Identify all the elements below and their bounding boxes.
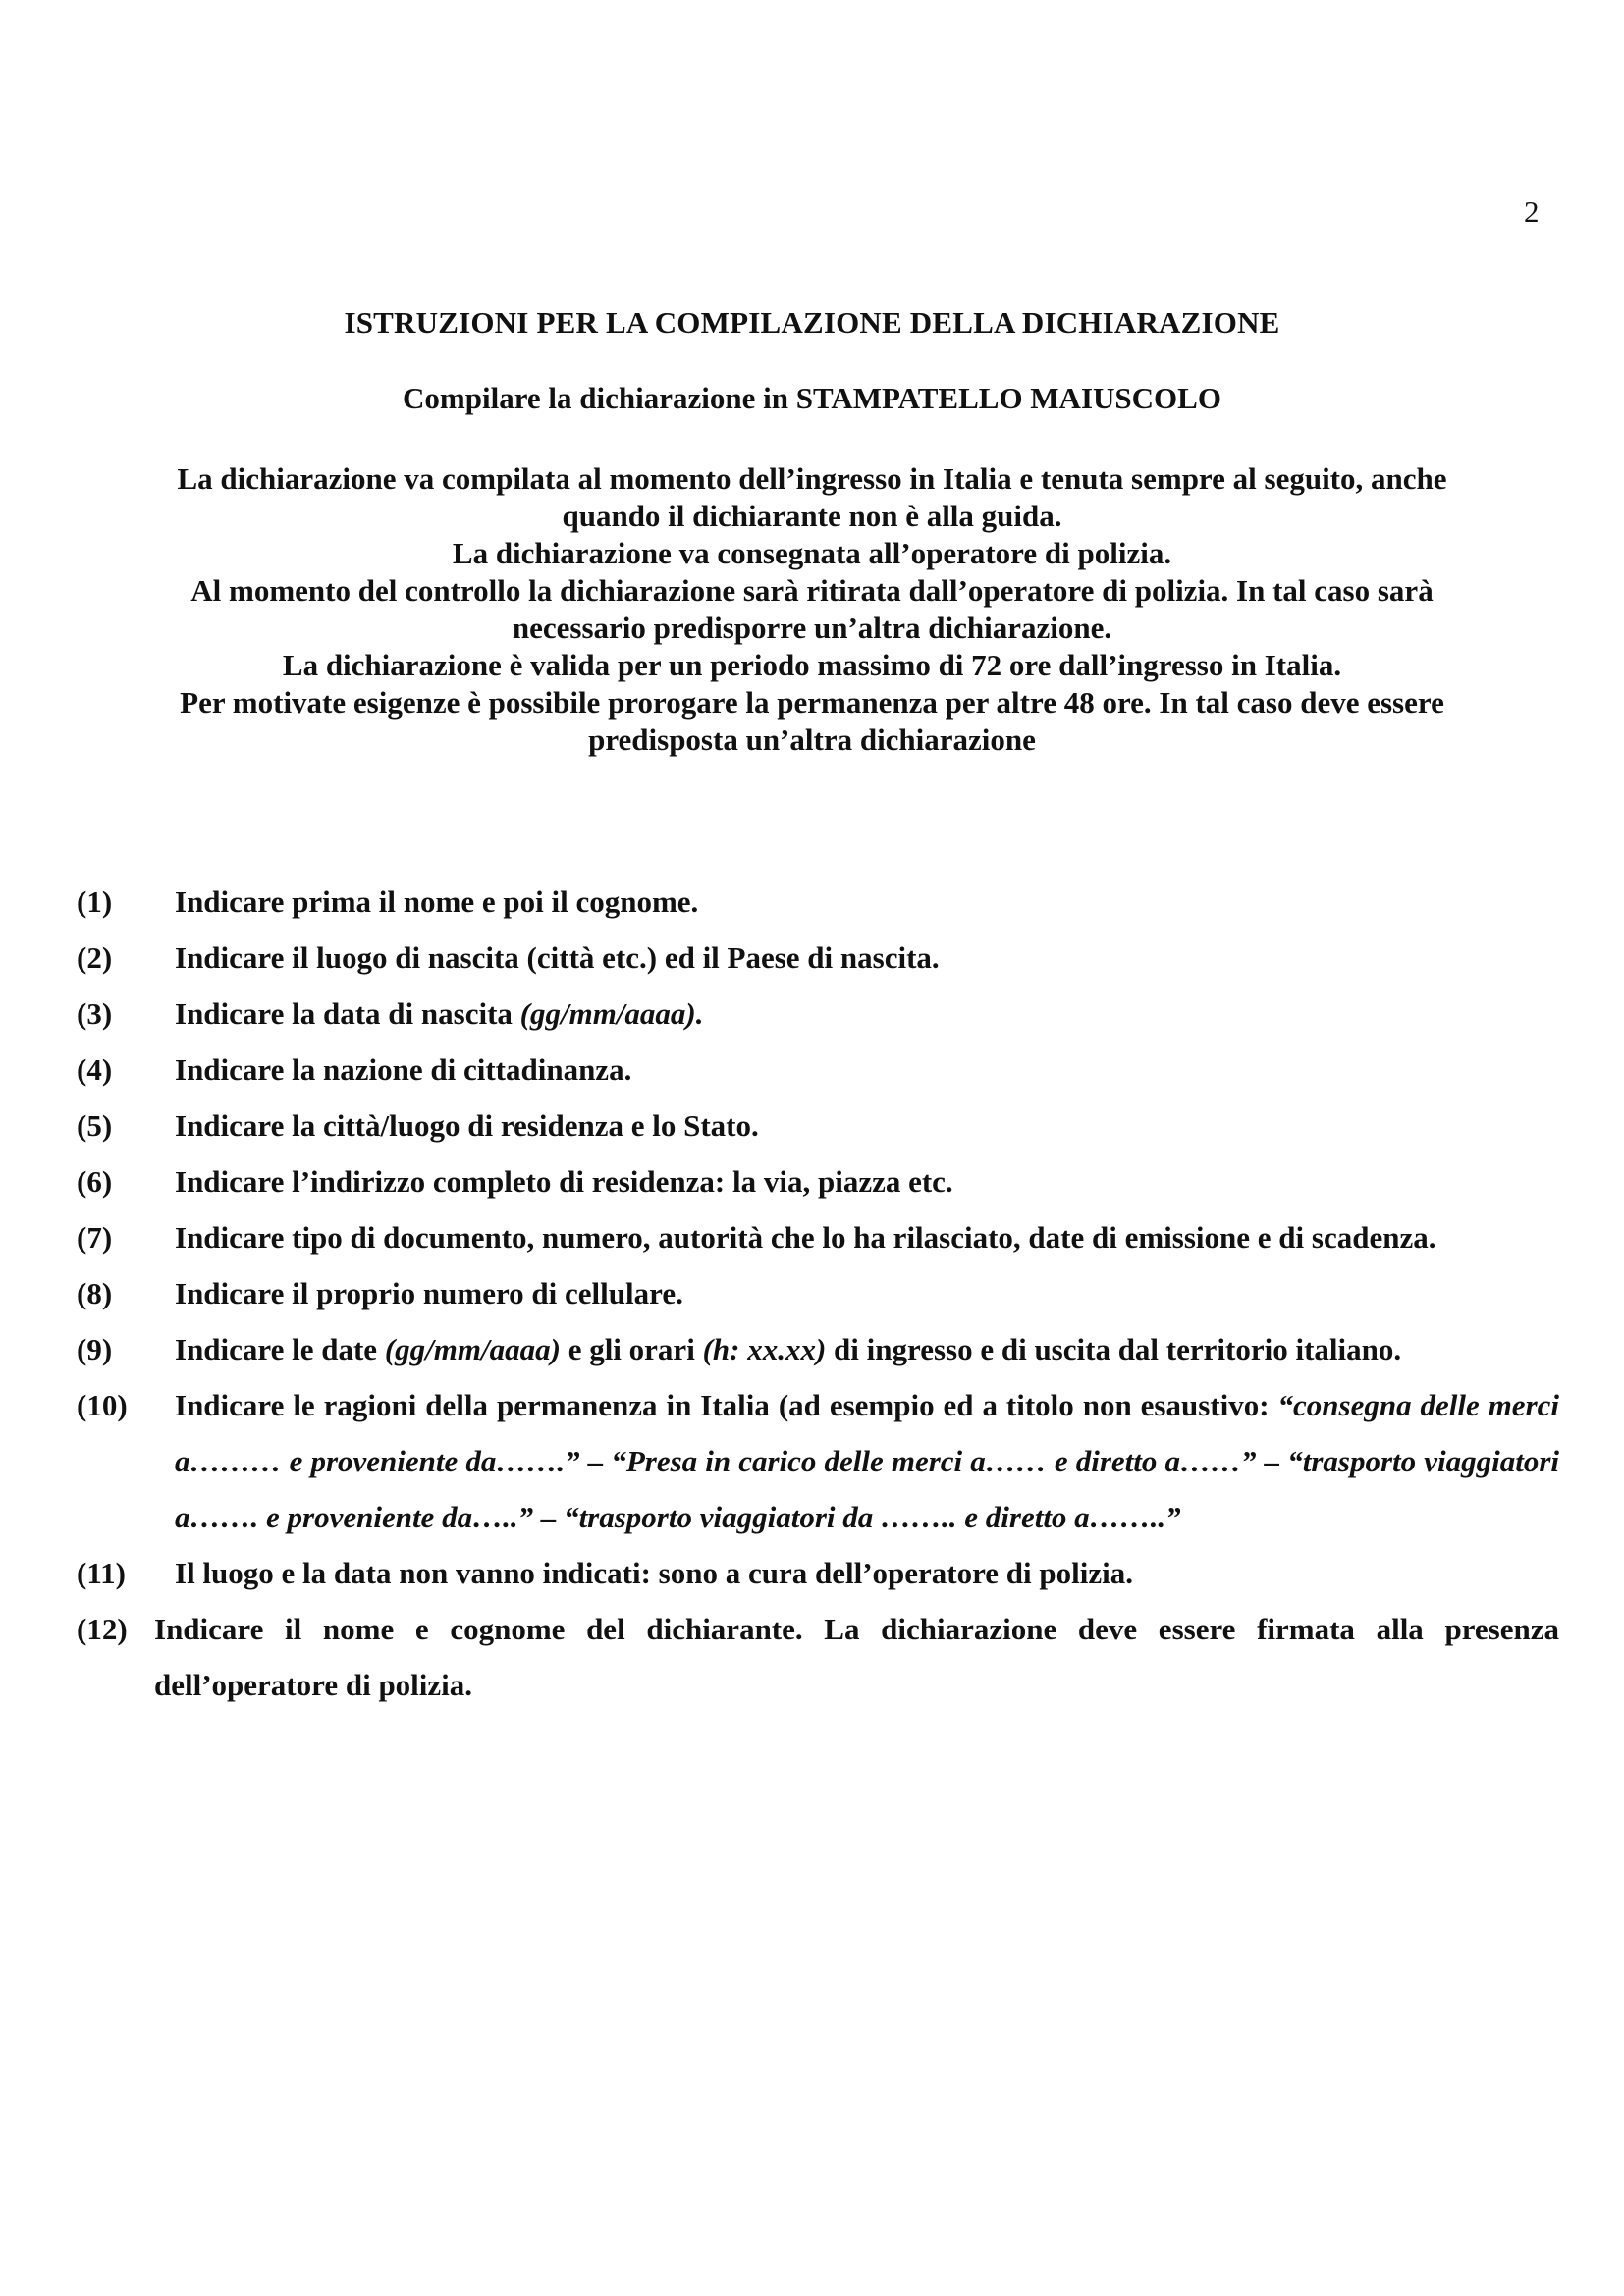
intro-line: La dichiarazione è valida per un periodo massimo di 72 ore dall’ingresso in Italia.	[282, 648, 1342, 682]
item-number: (6)	[77, 1164, 113, 1199]
item-text: Indicare l’indirizzo completo di residenza: la via, piazza etc.	[175, 1164, 953, 1199]
item-text-part: Indicare la data di nascita	[175, 996, 520, 1031]
item-number: (2)	[77, 940, 113, 975]
item-number: (3)	[77, 996, 113, 1031]
item-text: Il luogo e la data non vanno indicati: sono a cura dell’operatore di polizia.	[175, 1556, 1134, 1590]
intro-line: necessario predisporre un’altra dichiarazione.	[512, 611, 1112, 645]
item-number: (11)	[77, 1556, 126, 1590]
list-item	[77, 930, 1559, 986]
item-number: (12)	[77, 1612, 128, 1646]
item-text	[175, 1377, 1559, 1545]
item-text: Indicare tipo di documento, numero, autorità che lo ha rilasciato, date di emissione e di scadenza.	[175, 1220, 1436, 1255]
list-item	[77, 1377, 1559, 1545]
item-number: (10)	[77, 1388, 128, 1422]
intro-line: La dichiarazione va compilata al momento dell’ingresso in Italia e tenuta sempre al seguito, anche	[177, 461, 1447, 496]
list-item	[77, 1545, 1559, 1601]
list-item	[77, 1097, 1559, 1153]
page-number: 2	[1524, 194, 1540, 229]
item-text-italic: (gg/mm/aaaa)	[384, 1332, 561, 1366]
item-number: (4)	[77, 1052, 113, 1087]
item-text-part: Indicare le ragioni della permanenza in Italia (ad esempio ed a titolo non esaustivo:	[175, 1388, 1278, 1422]
item-text-italic: (gg/mm/aaaa).	[519, 996, 704, 1031]
intro-line: quando il dichiarante non è alla guida.	[562, 499, 1062, 533]
item-text: Indicare la città/luogo di residenza e lo Stato.	[175, 1108, 759, 1143]
item-number: (7)	[77, 1220, 113, 1255]
list-item	[77, 986, 1559, 1041]
item-number: (5)	[77, 1108, 113, 1143]
item-text: Indicare il nome e cognome del dichiarante. La dichiarazione deve essere firmata alla presenza dell’operatore di polizia.	[154, 1612, 1559, 1702]
list-item	[77, 1041, 1559, 1097]
item-number: (1)	[77, 884, 113, 919]
list-item	[77, 1321, 1559, 1377]
list-item	[77, 1209, 1559, 1265]
item-number: (8)	[77, 1276, 113, 1310]
intro-line: predisposta un’altra dichiarazione	[588, 722, 1036, 757]
list-item	[77, 1265, 1559, 1321]
intro-line: La dichiarazione va consegnata all’operatore di polizia.	[452, 536, 1172, 570]
item-text: Indicare la nazione di cittadinanza.	[175, 1052, 632, 1087]
instructions-list	[77, 874, 1559, 1713]
list-item	[77, 1601, 1559, 1713]
item-text	[175, 1321, 1559, 1377]
document-subtitle: Compilare la dichiarazione in STAMPATELLO MAIUSCOLO	[403, 381, 1221, 415]
item-text-italic: (h: xx.xx)	[702, 1332, 827, 1366]
intro-paragraph	[98, 460, 1526, 759]
item-text: Indicare prima il nome e poi il cognome.	[175, 884, 699, 919]
item-text	[175, 986, 1559, 1041]
item-text: Indicare il proprio numero di cellulare.	[175, 1276, 683, 1310]
item-text-italic: “consegna delle merci a……… e proveniente da…….” – “Presa in carico delle merci a…… e diretto a……” – “trasporto viaggiatori a……. e proveniente da…..” – “trasporto viaggiatori da …….. e diretto a……..”	[175, 1388, 1559, 1534]
item-text: Indicare il luogo di nascita (città etc.) ed il Paese di nascita.	[175, 940, 940, 975]
list-item	[77, 1153, 1559, 1209]
intro-line: Per motivate esigenze è possibile prorogare la permanenza per altre 48 ore. In tal caso deve essere	[180, 685, 1444, 720]
item-text-part: Indicare le date	[175, 1332, 385, 1366]
item-text-part: e gli orari	[560, 1332, 703, 1366]
intro-line: Al momento del controllo la dichiarazione sarà ritirata dall’operatore di polizia. In tal caso sarà	[190, 573, 1434, 608]
document-title: ISTRUZIONI PER LA COMPILAZIONE DELLA DICHIARAZIONE	[344, 305, 1280, 340]
item-text-part: di ingresso e di uscita dal territorio italiano.	[826, 1332, 1402, 1366]
item-number: (9)	[77, 1332, 113, 1366]
list-item	[77, 874, 1559, 930]
